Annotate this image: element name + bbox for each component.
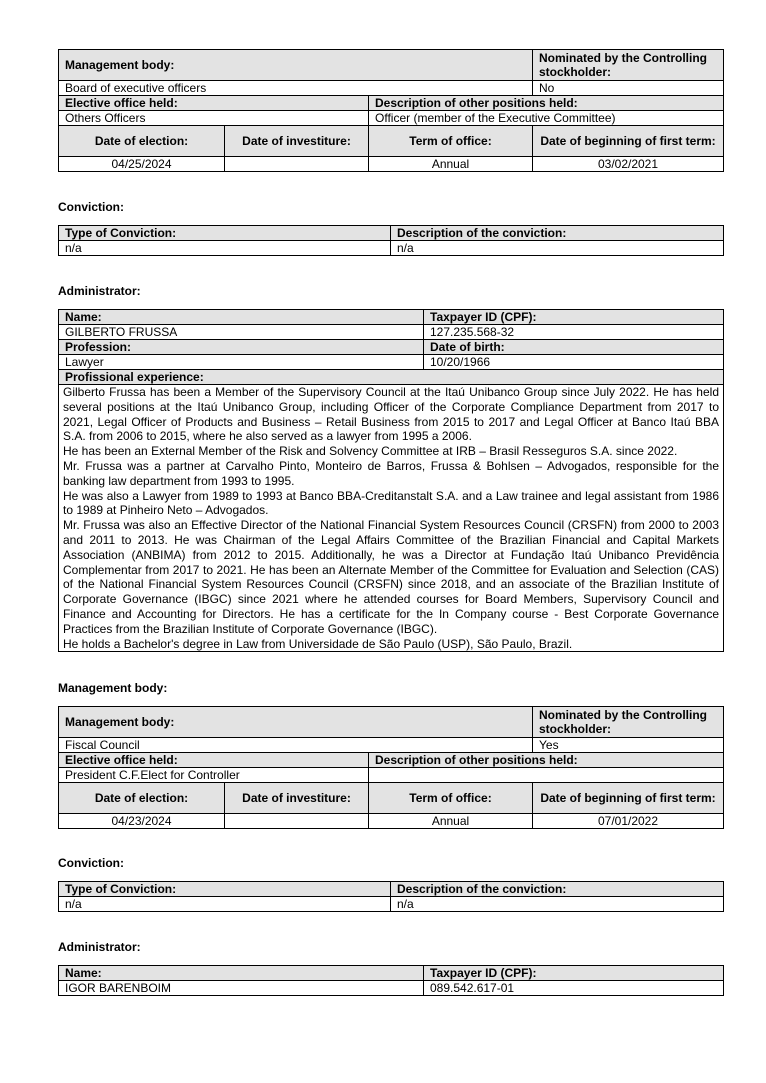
elective-office-value: President C.F.Elect for Controller (59, 768, 369, 783)
cpf-header: Taxpayer ID (CPF): (424, 310, 724, 325)
conviction-table-2 (58, 881, 724, 912)
other-positions-value (369, 768, 724, 783)
elective-office-header: Elective office held: (59, 753, 369, 768)
first-term-value: 07/01/2022 (533, 814, 724, 829)
nominated-header: Nominated by the Controlling stockholder: (533, 50, 724, 81)
conviction-type-value: n/a (59, 241, 391, 256)
date-of-birth-value: 10/20/1966 (424, 355, 724, 370)
date-of-election-header: Date of election: (59, 783, 225, 814)
elective-office-value: Others Officers (59, 111, 369, 126)
nominated-value: Yes (533, 738, 724, 753)
name-value: IGOR BARENBOIM (59, 981, 424, 996)
conviction-title: Conviction: (58, 200, 124, 214)
name-header: Name: (59, 310, 424, 325)
profession-header: Profession: (59, 340, 424, 355)
term-of-office-value: Annual (369, 157, 533, 172)
nominated-value: No (533, 81, 724, 96)
name-value: GILBERTO FRUSSA (59, 325, 424, 340)
conviction-description-value: n/a (391, 897, 724, 912)
experience-paragraph: He was also a Lawyer from 1989 to 1993 at Banco BBA-Creditanstalt S.A. and a Law trainee and legal assistant from 1986 to 1989 at Pinheiro Neto – Advogados. (63, 488, 719, 518)
administrator-table (58, 309, 724, 652)
management-body-header: Management body: (59, 707, 533, 738)
experience-paragraph: He holds a Bachelor's degree in Law from Universidade de São Paulo (USP), São Paulo, Brazil. (63, 636, 573, 651)
conviction-type-header: Type of Conviction: (59, 226, 391, 241)
date-of-investiture-value (225, 814, 369, 829)
experience-paragraph: Mr. Frussa was a partner at Carvalho Pinto, Monteiro de Barros, Frussa & Bohlsen – Advogados, responsible for the banking law department from 1993 to 1995. (63, 458, 719, 488)
term-of-office-header: Term of office: (369, 126, 533, 157)
experience-header: Profissional experience: (59, 370, 724, 385)
cpf-header: Taxpayer ID (CPF): (424, 966, 724, 981)
management-body-header: Management body: (59, 50, 533, 81)
date-of-election-value: 04/23/2024 (59, 814, 225, 829)
date-of-investiture-value (225, 157, 369, 172)
management-body-table (58, 49, 724, 172)
profession-value: Lawyer (59, 355, 424, 370)
date-of-investiture-header: Date of investiture: (225, 783, 369, 814)
experience-paragraph: Gilberto Frussa has been a Member of the Supervisory Council at the Itaú Unibanco Group since July 2022. He has held several positions at the Itaú Unibanco Group, including Officer of the Corporate Compliance Department from 2017 to 2021, Legal Officer of Products and Business – Retail Business from 2015 to 2017 and Legal Officer at Banco Itaú BBA S.A. from 2006 to 2015, where he also served as a lawyer from 1995 a 2006. (63, 385, 719, 444)
first-term-header: Date of beginning of first term: (533, 126, 724, 157)
management-body-table-2 (58, 706, 724, 829)
administrator-table-2 (58, 965, 724, 996)
first-term-header: Date of beginning of first term: (533, 783, 724, 814)
cpf-value: 127.235.568-32 (424, 325, 724, 340)
name-header: Name: (59, 966, 424, 981)
administrator-title: Administrator: (58, 284, 141, 298)
management-body-value: Fiscal Council (59, 738, 533, 753)
conviction-title: Conviction: (58, 856, 124, 870)
other-positions-header: Description of other positions held: (369, 753, 724, 768)
term-of-office-header: Term of office: (369, 783, 533, 814)
conviction-type-value: n/a (59, 897, 391, 912)
administrator-title: Administrator: (58, 940, 141, 954)
date-of-birth-header: Date of birth: (424, 340, 724, 355)
date-of-investiture-header: Date of investiture: (225, 126, 369, 157)
other-positions-header: Description of other positions held: (369, 96, 724, 111)
experience-paragraph: He has been an External Member of the Risk and Solvency Committee at IRB – Brasil Resseguros S.A. since 2022. (63, 444, 678, 459)
elective-office-header: Elective office held: (59, 96, 369, 111)
date-of-election-value: 04/25/2024 (59, 157, 225, 172)
conviction-type-header: Type of Conviction: (59, 882, 391, 897)
date-of-election-header: Date of election: (59, 126, 225, 157)
experience-paragraph: Mr. Frussa was also an Effective Director of the National Financial System Resources Council (CRSFN) from 2000 to 2003 and 2011 to 2013. He was Chairman of the Legal Affairs Committee of the Brazilian Financial and Capital Markets Association (ANBIMA) from 2012 to 2015. Additionally, he was a Director at Fundação Itaú Unibanco Previdência Complementar from 2017 to 2021. He has been an Alternate Member of the Committee for Evaluation and Selection (CAS) of the National Financial System Resources Council (CRSFN) since 2018, and an associate of the Brazilian Institute of Corporate Governance (IBGC) since 2021 where he attended courses for Board Members, Supervisory Council and Finance and Accounting for Directors. He has a certificate for the In Company course - Best Corporate Governance Practices from the Brazilian Institute of Corporate Governance (IBGC). (63, 518, 719, 636)
management-body-title: Management body: (58, 681, 168, 695)
term-of-office-value: Annual (369, 814, 533, 829)
first-term-value: 03/02/2021 (533, 157, 724, 172)
nominated-header: Nominated by the Controlling stockholder: (533, 707, 724, 738)
experience-text (59, 385, 724, 652)
conviction-table (58, 225, 724, 256)
conviction-description-value: n/a (391, 241, 724, 256)
cpf-value: 089.542.617-01 (424, 981, 724, 996)
conviction-description-header: Description of the conviction: (391, 226, 724, 241)
management-body-value: Board of executive officers (59, 81, 533, 96)
other-positions-value: Officer (member of the Executive Committee) (369, 111, 724, 126)
conviction-description-header: Description of the conviction: (391, 882, 724, 897)
